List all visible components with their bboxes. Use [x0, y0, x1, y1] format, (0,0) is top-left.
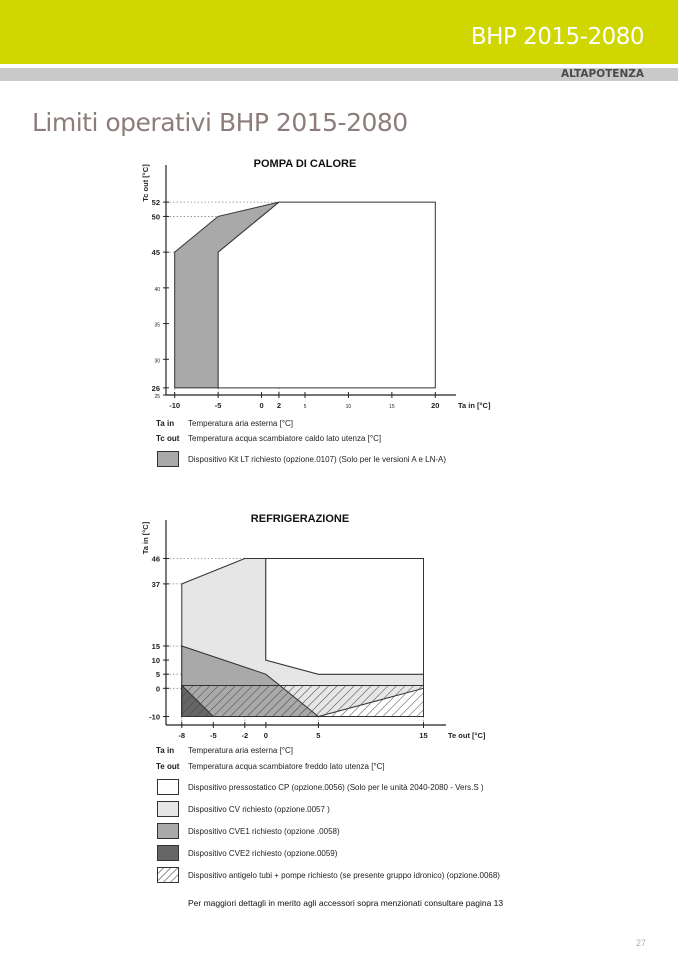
brand-label: ALTAPOTENZA — [560, 68, 644, 80]
y-tick-label: 45 — [151, 248, 160, 258]
y-tick-label: 40 — [154, 286, 160, 293]
x-tick-label: -5 — [209, 731, 217, 740]
legend-te-key: Te out — [156, 762, 180, 771]
y-tick-label: 30 — [154, 358, 160, 365]
legend-te-desc: Temperatura acqua scambiatore freddo lato utenza [°C] — [188, 762, 385, 771]
x-tick-label: -10 — [169, 401, 181, 410]
x-tick-label: 5 — [316, 731, 321, 740]
legend-ta-key-cooling: Ta in — [156, 746, 175, 755]
legend-item-cp: Dispositivo pressostatico CP (opzione.0056) (Solo per le unità 2040-2080 - Vers.S ) — [188, 783, 484, 792]
legend-ta-key: Ta in — [156, 419, 175, 428]
y-tick-label: 37 — [151, 579, 160, 589]
y-tick-label: 50 — [151, 212, 160, 222]
y-tick-label: 35 — [154, 322, 160, 329]
x-tick-label: -8 — [178, 731, 186, 740]
legend-tc-desc: Temperatura acqua scambiatore caldo lato utenza [°C] — [188, 434, 382, 443]
chart-title: POMPA DI CALORE — [253, 158, 357, 170]
legend-swatch-kit-lt — [157, 451, 179, 467]
x-tick-label: 10 — [345, 404, 352, 410]
header-title: BHP 2015-2080 — [470, 24, 644, 50]
chart-cooling — [0, 505, 678, 755]
legend-swatch-cve2 — [157, 845, 179, 861]
y-axis-label: Ta in [°C] — [141, 521, 150, 555]
legend-item-cv: Dispositivo CV richiesto (opzione.0057 ) — [188, 805, 330, 814]
chart-title: REFRIGERAZIONE — [250, 513, 350, 525]
x-tick-label: 0 — [263, 731, 268, 740]
legend-item-antigelo: Dispositivo antigelo tubi + pompe richiesto (se presente gruppo idronico) (opzione.0068) — [188, 871, 500, 880]
x-tick-label: 5 — [303, 404, 307, 410]
legend-swatch-cv — [157, 801, 179, 817]
y-tick-label: 46 — [151, 554, 160, 564]
y-tick-label: 52 — [151, 198, 160, 208]
page-number: 27 — [635, 938, 646, 948]
legend-swatch-cp — [157, 779, 179, 795]
legend-swatch-cve1 — [157, 823, 179, 839]
x-tick-label: 20 — [431, 401, 440, 410]
legend-item-kit-lt: Dispositivo Kit LT richiesto (opzione.0107) (Solo per le versioni A e LN-A) — [188, 455, 447, 464]
y-tick-label: 5 — [155, 670, 160, 680]
x-tick-label: 15 — [389, 404, 395, 410]
legend-tc-key: Tc out — [156, 434, 180, 443]
x-tick-label: 0 — [259, 401, 264, 410]
y-axis-label: Tc out [°C] — [141, 164, 150, 202]
y-tick-label: 10 — [151, 656, 160, 666]
page-title: Limiti operativi BHP 2015-2080 — [32, 108, 408, 137]
area-dispositivo-cp — [266, 559, 424, 675]
y-tick-label: 26 — [151, 383, 160, 393]
x-tick-label: -5 — [214, 401, 222, 410]
y-tick-label: -10 — [149, 712, 160, 722]
footnote: Per maggiori dettagli in merito agli accessori sopra menzionati consultare pagina 13 — [188, 898, 504, 908]
legend-item-cve2: Dispositivo CVE2 richiesto (opzione.0059) — [188, 849, 338, 858]
legend-ta-desc-cooling: Temperatura aria esterna [°C] — [188, 746, 294, 755]
area-campo-di-lavoro-standard — [218, 202, 435, 388]
y-tick-label: 25 — [154, 394, 160, 400]
y-tick-label: 0 — [155, 684, 160, 694]
x-tick-label: 15 — [419, 731, 428, 740]
x-tick-label: 2 — [276, 401, 282, 410]
legend-swatch-antigelo — [157, 867, 179, 883]
legend-ta-desc: Temperatura aria esterna [°C] — [188, 419, 294, 428]
x-axis-label: Ta in [°C] — [458, 401, 491, 410]
area-dispositivo-antigelo — [182, 686, 424, 717]
x-tick-label: -2 — [241, 731, 249, 740]
y-tick-label: 15 — [151, 641, 160, 651]
x-axis-label: Te out [°C] — [448, 731, 486, 740]
legend-item-cve1: Dispositivo CVE1 richiesto (opzione .0058) — [188, 827, 340, 836]
